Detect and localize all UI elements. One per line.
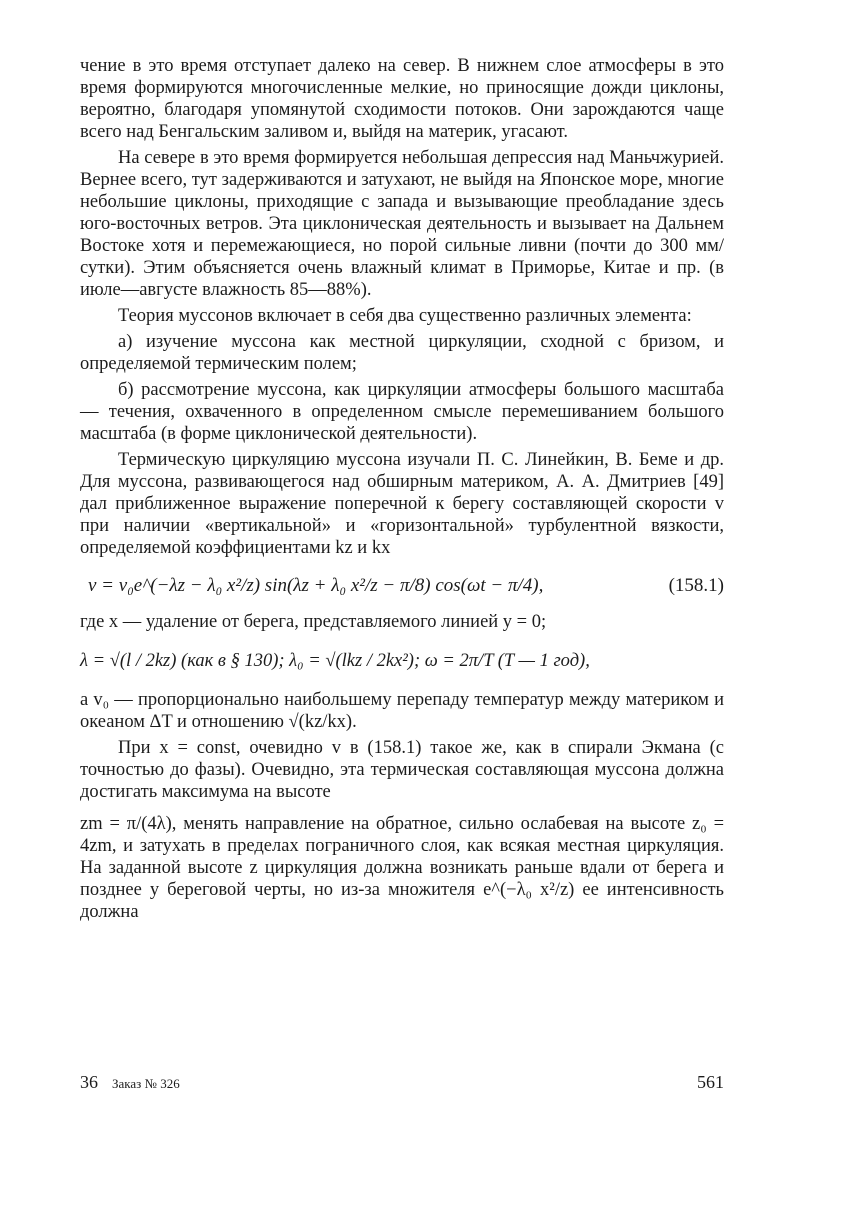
paragraph-continuation: чение в это время отступает далеко на север. В нижнем слое атмосферы в это время формируются многочисленные мелкие, но приносящие дожди циклоны, вероятно, благодаря упомянутой сходимости потоков. Они зарождаются чаще всего над Бенгальским заливом и, выйдя на материк, угасают. — [80, 56, 724, 142]
paragraph-manchuria: На севере в это время формируется небольшая депрессия над Маньчжурией. Вернее всего, тут задерживаются и затухают, не выйдя на Японское море, многие небольшие циклоны, приходящие с запада и вызывающие преобладание здесь юго-восточных ветров. Эта циклоническая деятельность и вызывает на Дальнем Востоке хотя и перемежающиеся, но порой сильные ливни (почти до 300 мм/сутки). Этим объясняется очень влажный климат в Приморье, Китае и пр. (в июле—августе влажность 85—88%). — [80, 148, 724, 300]
paragraph-ekman: При x = const, очевидно v в (158.1) такое же, как в спирали Экмана (с точностью до фазы). Очевидно, эта термическая составляющая муссона должна достигать максимума на высоте — [80, 738, 724, 802]
definition-lambda — [80, 633, 724, 689]
definition-v0: а v₀ — пропорционально наибольшему перепаду температур между материком и океаном ΔT и отношению √(kz/kx). — [80, 690, 724, 732]
lambda-formulas: λ = √(l / 2kz) (как в § 130); λ₀ = √(lkz / 2kx²); ω = 2π/T (T — 1 год), — [80, 651, 590, 671]
equation-number: (158.1) — [668, 575, 724, 596]
list-item-a: а) изучение муссона как местной циркуляции, сходной с бризом, и определяемой термическим полем; — [80, 332, 724, 374]
definitions-block — [80, 611, 724, 733]
paragraph-thermal-circulation: Термическую циркуляцию муссона изучали П. С. Линейкин, В. Беме и др. Для муссона, развивающегося над обширным материком, А. А. Дмитриев [49] дал приближенное выражение поперечной к берегу составляющей скорости v при наличии «вертикальной» и «горизонтальной» турбулентной вязкости, определяемой коэффициентами kz и kx — [80, 450, 724, 558]
list-item-b: б) рассмотрение муссона, как циркуляции атмосферы большого масштаба — течения, охваченного в определенном смысле перемешиванием большого масштаба (в форме циклонической деятельности). — [80, 380, 724, 444]
equation-text: v = v₀e^(−λz − λ₀ x²/z) sin(λz + λ₀ x²/z − π/8) cos(ωt − π/4), — [88, 575, 544, 596]
paragraph-zm: zm = π/(4λ), менять направление на обратное, сильно ослабевая на высоте z₀ = 4zm, и затухать в пределах пограничного слоя, как всякая местная циркуляция. На заданной высоте z циркуляция должна возникать раньше вдали от берега и позднее у береговой черты, но из-за множителя e^(−λ₀ x²/z) ее интенсивность должна — [80, 814, 724, 922]
paragraph-monsoon-theory: Теория муссонов включает в себя два существенно различных элемента: — [118, 306, 692, 326]
page-number: 561 — [697, 1072, 724, 1092]
signature-number: 36 — [80, 1072, 98, 1092]
order-number: Заказ № 326 — [112, 1076, 180, 1091]
equation-158-1 — [80, 559, 724, 611]
text-column — [80, 55, 724, 923]
footer-signature — [80, 1072, 180, 1093]
definition-x: где x — удаление от берега, представляемого линией y = 0; — [80, 612, 547, 632]
